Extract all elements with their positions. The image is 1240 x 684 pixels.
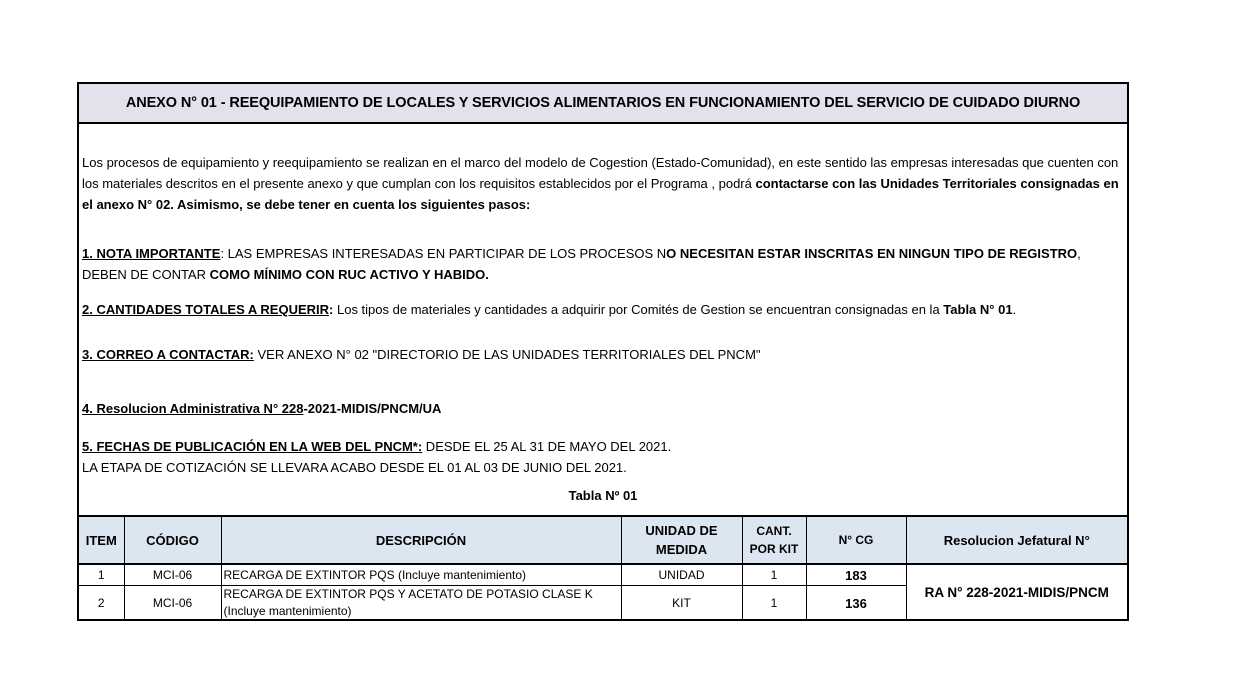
table-row [79,564,1127,586]
contact-item [82,344,1121,365]
cell-cant: 1 [742,586,806,621]
table-header-row [79,516,1127,564]
publication-heading: 5. FECHAS DE PUBLICACIÓN EN LA WEB DEL PNCM*: [82,439,423,454]
note-heading: 1. NOTA IMPORTANTE [82,246,221,261]
cell-ncg: 183 [806,564,906,586]
cell-cant: 1 [742,564,806,586]
annex-title: ANEXO N° 01 - REEQUIPAMIENTO DE LOCALES Y SERVICIOS ALIMENTARIOS EN FUNCIONAMIENTO DEL SERVICIO DE CUIDADO DIURNO [79,84,1127,124]
header-codigo: CÓDIGO [124,516,221,564]
resolution-rest: -2021-MIDIS/PNCM/UA [303,401,442,416]
publication-text: DESDE EL 25 AL 31 DE MAYO DEL 2021. [422,439,672,454]
header-resolucion: Resolucion Jefatural N° [906,516,1127,564]
note-text-a: : LAS EMPRESAS INTERESADAS EN PARTICIPAR DE LOS PROCESOS N [220,246,667,261]
cell-descripcion: RECARGA DE EXTINTOR PQS (Incluye mantenimiento) [221,564,621,586]
header-ncg: N° CG [806,516,906,564]
intro-bold-text: contactarse con las Unidades Territoriales consignadas en el anexo N° 02. Asimismo, se debe tener en cuenta los siguientes pasos: [82,176,1119,212]
cell-unidad: UNIDAD [621,564,742,586]
cell-codigo: MCI-06 [124,586,221,621]
quantities-item [82,299,1121,320]
materials-table [79,515,1127,621]
note-text-b: , DEBEN DE CONTAR [82,246,1081,282]
header-cant-line1: CANT. [756,524,792,538]
cell-unidad: KIT [621,586,742,621]
cell-resolucion: RA N° 228-2021-MIDIS/PNCM [906,564,1127,620]
header-descripcion: DESCRIPCIÓN [221,516,621,564]
header-unidad-line2: MEDIDA [655,542,708,557]
header-cant [742,516,806,564]
note-bold-b: COMO MÍNIMO CON RUC ACTIVO Y HABIDO. [209,267,489,282]
quantities-text: Los tipos de materiales y cantidades a adquirir por Comités de Gestion se encuentran consignadas en la [333,302,944,317]
quantities-end: . [1012,302,1017,317]
intro-paragraph [82,152,1121,215]
quantities-colon: : [329,302,334,317]
intro-text: Los procesos de equipamiento y reequipamiento se realizan en el marco del modelo de Cogestion (Estado-Comunidad), en este sentido las empresas interesadas que cuenten con los materiales descritos en el presente anexo y que cumplan con los requisitos establecidos por el Programa , podrá [82,155,1119,191]
quotation-stage-text: LA ETAPA DE COTIZACIÓN SE LLEVARA ACABO DESDE EL 01 AL 03 DE JUNIO DEL 2021. [82,460,627,475]
table-caption: Tabla Nº 01 [568,488,638,503]
resolution-heading: 4. Resolucion Administrativa N° 228 [82,401,304,416]
header-unidad [621,516,742,564]
contact-heading: 3. CORREO A CONTACTAR: [82,347,254,362]
note-important [82,243,1121,285]
contact-text: VER ANEXO N° 02 "DIRECTORIO DE LAS UNIDADES TERRITORIALES DEL PNCM" [253,347,761,362]
cell-item: 1 [79,564,124,586]
resolution-item [82,398,1121,419]
cell-descripcion: RECARGA DE EXTINTOR PQS Y ACETATO DE POTASIO CLASE K (Incluye mantenimiento) [221,586,621,621]
cell-item: 2 [79,586,124,621]
header-cant-line2: POR KIT [749,542,799,556]
quantities-heading: 2. CANTIDADES TOTALES A REQUERIR [82,302,330,317]
header-item: ITEM [79,516,124,564]
quantities-table-ref: Tabla N° 01 [943,302,1013,317]
cell-ncg: 136 [806,586,906,621]
header-unidad-line1: UNIDAD DE [645,523,718,538]
publication-dates-item [82,436,1121,478]
note-bold-a: O NECESITAN ESTAR INSCRITAS EN NINGUN TIPO DE REGISTRO [666,246,1078,261]
annex-sheet [77,82,1129,621]
cell-codigo: MCI-06 [124,564,221,586]
